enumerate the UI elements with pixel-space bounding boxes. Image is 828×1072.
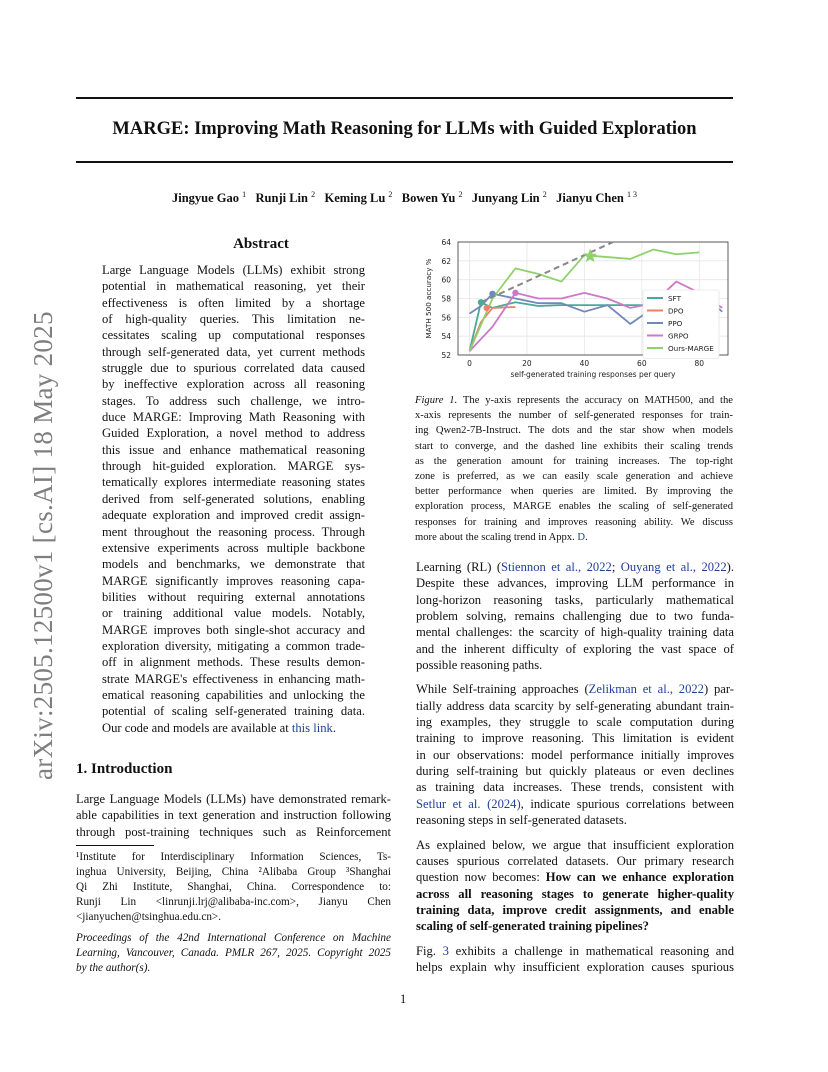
author: Bowen Yu $^2$ — [401, 190, 463, 206]
text-line: Despite these advances, improving LLM performance in — [416, 576, 734, 591]
y-tick-label: 62 — [441, 256, 451, 266]
text-fragment: better performance when queries are limited. By improving the — [415, 486, 733, 498]
text-line: as training data increases. These trends, consistent with — [416, 780, 734, 795]
text-line: Qi Zhi Institute, Shanghai, China. Correspondence to: — [76, 881, 391, 893]
text-line: ing examples, they struggle to scale computation during — [416, 715, 734, 730]
caption-line — [415, 393, 733, 408]
author: Jianyu Chen $^{1 3}$ — [556, 190, 637, 206]
text-line: this issue and enhance mathematical reasoning — [102, 442, 365, 457]
convergence-dot-sft — [478, 299, 484, 305]
legend-label: Ours-MARGE — [668, 343, 714, 353]
introduction-text — [76, 791, 391, 840]
code-link[interactable]: this link — [291, 720, 333, 735]
text-line: of high-quality queries. This limitation ne- — [102, 312, 365, 327]
research-question: scaling of self-generated training pipelines? — [416, 919, 649, 934]
text-fragment: zone is preferred, as we can easily scale generation and achieve — [415, 471, 733, 483]
section-heading-introduction: 1. Introduction — [76, 761, 173, 777]
caption-line — [415, 530, 733, 545]
paragraph-gap — [416, 673, 734, 681]
caption-line — [415, 469, 733, 484]
text-fragment: , indicate spurious correlations between — [520, 796, 735, 811]
text-line: MARGE significantly improves reasoning capa- — [102, 573, 365, 588]
author-list — [76, 190, 733, 206]
text-line: and the inherent difficulty of exploring the vast space of — [416, 641, 734, 656]
research-question: training data, improve credit assignments, and enable — [416, 902, 734, 917]
caption-line — [415, 515, 733, 530]
text-line: MARGE improves both single-shot accuracy and — [102, 622, 365, 637]
y-tick-label: 58 — [441, 294, 451, 304]
text-fragment: as the generation amount for training increases. The top-right — [415, 455, 733, 467]
text-line: Large Language Models (LLMs) exhibit strong — [102, 263, 365, 277]
text-line: potential in mathematical reasoning, yet their — [102, 279, 365, 294]
text-line — [416, 796, 734, 812]
text-line: tially address data scarcity by self-generating abundant train- — [416, 698, 734, 713]
text-line: tematically explores intermediate reasoning states — [102, 475, 365, 490]
text-fragment: As explained below, we argue that insufficient exploration — [416, 837, 734, 852]
text-fragment: exhibits a challenge in mathematical reasoning and — [448, 943, 734, 958]
text-fragment: more about the scaling trend in Appx. — [415, 531, 575, 543]
caption-line — [415, 408, 733, 423]
y-tick-label: 56 — [441, 313, 451, 323]
text-line: Runji Lin <linrunji.lrj@alibaba-inc.com>, Jianyu Chen — [76, 896, 391, 908]
text-line: bilities without requiring external annotations — [102, 589, 365, 604]
text-line: through post-training techniques such as Reinforcement — [76, 824, 391, 839]
text-fragment: ) par- — [703, 682, 734, 697]
x-axis-label: self-generated training responses per query — [510, 370, 676, 379]
text-line: problem solving, remains challenging due to two funda- — [416, 609, 734, 624]
text-fragment: x-axis represents the number of self-generated responses for train- — [415, 410, 733, 422]
author: Runji Lin $^2$ — [255, 190, 316, 206]
proceedings-note — [76, 931, 391, 976]
text-line: duce MARGE: Improving Math Reasoning with — [102, 410, 365, 425]
text-line: stages. To address such challenge, we intro- — [102, 393, 365, 408]
text-line: possible reasoning paths. — [416, 658, 543, 673]
text-line: ematical reasoning capabilities and unlocking the — [102, 687, 365, 702]
appendix-link[interactable]: D — [577, 531, 586, 543]
text-line: potential of scaling self-generated training data. — [102, 704, 365, 719]
text-line — [416, 681, 734, 697]
text-fragment: causes spurious correlated datasets. Our primary research — [416, 853, 734, 868]
arxiv-side-stamp: arXiv:2505.12500v1 [cs.AI] 18 May 2025 — [28, 311, 58, 780]
x-tick-label: 60 — [637, 359, 647, 368]
citation-link[interactable]: Stiennon et al., 2022 — [501, 560, 612, 574]
abstract-body — [102, 262, 365, 736]
text-line: able capabilities in text generation and instruction following — [76, 808, 391, 823]
author: Keming Lu $^2$ — [324, 190, 393, 206]
text-line: through hit-guided exploration. MARGE sys- — [102, 459, 365, 474]
convergence-dot-grpo — [512, 290, 518, 296]
legend-label: PPO — [668, 318, 683, 328]
text-line: through self-generated data, yet current methods — [102, 344, 365, 359]
text-line: or training additional value models. Notably, — [102, 606, 365, 621]
right-column-text — [416, 559, 734, 975]
text-line — [416, 559, 734, 575]
text-fragment: Learning (RL) ( — [416, 560, 502, 574]
text-line — [416, 869, 734, 885]
convergence-dot-ppo — [489, 291, 495, 297]
text-fragment: While Self-training approaches ( — [416, 682, 589, 697]
text-line: effectiveness is often limited by a shortage — [102, 295, 365, 310]
text-fragment: ). — [726, 560, 734, 574]
figure-1-caption — [415, 393, 733, 545]
author: Jingyue Gao $^1$ — [172, 190, 247, 206]
scaling-trend-line — [481, 242, 613, 302]
figure-label: Figure 1. — [415, 395, 458, 406]
caption-line — [415, 454, 733, 469]
text-line — [416, 837, 734, 853]
text-line: cessitates scaling up computational responses — [102, 328, 365, 343]
text-line: Guided Exploration, a novel method to address — [102, 426, 365, 441]
text-line: reasoning steps in self-generated datasets. — [416, 813, 627, 828]
text-line: by ineffective exploration across all reasoning — [102, 377, 365, 392]
caption-line — [415, 499, 733, 514]
author: Junyang Lin $^2$ — [471, 190, 547, 206]
x-tick-label: 20 — [522, 359, 532, 368]
text-fragment: exploration process, MARGE enables the scaling of self-generated — [415, 501, 733, 513]
legend-label: DPO — [668, 306, 684, 316]
page-number: 1 — [400, 992, 407, 1006]
text-line: Proceedings of the 42nd International Conference on Machine — [76, 932, 391, 944]
paragraph-gap — [416, 935, 734, 943]
figure-ref-link[interactable]: 3 — [442, 943, 449, 958]
text-line: Our code and models are available at this link. — [102, 720, 336, 735]
y-tick-label: 64 — [441, 238, 451, 247]
x-tick-label: 0 — [467, 359, 472, 368]
footnote-rule — [76, 845, 154, 846]
research-question: How can we enhance exploration — [545, 870, 734, 885]
text-line: struggle due to spurious correlated data caused — [102, 361, 365, 376]
text-line — [416, 943, 734, 959]
citation-link[interactable]: Zelikman et al., 2022 — [588, 682, 704, 697]
x-tick-label: 40 — [579, 359, 590, 368]
citation-link[interactable]: Setlur et al. (2024) — [416, 796, 521, 811]
text-line: strate MARGE's effectiveness in enhancing math- — [102, 671, 365, 686]
text-line: mental challenges: the scarcity of high-quality training data — [416, 625, 734, 640]
text-fragment: Fig. — [416, 943, 436, 958]
text-line: ¹Institute for Interdisciplinary Information Sciences, Ts- — [76, 851, 391, 863]
text-line: <jianyuchen@tsinghua.edu.cn>. — [76, 911, 222, 923]
text-fragment: ; — [611, 560, 621, 574]
text-fragment: ing Qwen2-7B-Instruct. The dots and the star show when models — [415, 425, 733, 437]
y-tick-label: 54 — [441, 332, 451, 342]
text-line: Learning, Vancouver, Canada. PMLR 267, 2025. Copyright 2025 — [76, 947, 391, 959]
text-line: helps explain why insufficient exploration causes spurious — [416, 959, 734, 974]
citation-link[interactable]: Ouyang et al., 2022 — [620, 560, 727, 574]
text-line: inghua University, Beijing, China ²Alibaba Group ³Shanghai — [76, 866, 391, 878]
text-line: extensive experiments across multiple backbone — [102, 540, 365, 555]
caption-line — [415, 423, 733, 438]
y-tick-label: 60 — [441, 275, 451, 285]
legend-label: GRPO — [668, 331, 689, 341]
text-line: in our observations: model performance initially improves — [416, 747, 734, 762]
text-line: exploration diversity, mitigating a common trade- — [102, 638, 365, 653]
text-line: long-horizon reasoning tasks, particularly mathematical — [416, 592, 734, 607]
affiliation-footnote — [76, 850, 391, 925]
text-fragment: start to converge, and the dashed line exhibits their scaling trends — [415, 440, 733, 452]
abstract-heading: Abstract — [233, 236, 289, 252]
text-line: derived from self-generated solutions, enabling — [102, 491, 365, 506]
convergence-dot-dpo — [484, 305, 490, 311]
paragraph-gap — [416, 829, 734, 837]
paper-title: MARGE: Improving Math Reasoning for LLMs with Guided Exploration — [112, 119, 697, 139]
caption-line — [415, 484, 733, 499]
text-line: models and benchmarks, we demonstrate that — [102, 557, 365, 572]
y-axis-label: MATH 500 accuracy % — [424, 258, 433, 339]
text-line: during self-training but quickly plateaus or even declines — [416, 764, 734, 779]
text-line — [416, 853, 734, 869]
legend-label: SFT — [668, 293, 681, 303]
top-rule — [76, 97, 733, 99]
text-fragment: . — [332, 720, 336, 735]
text-line: by the author(s). — [76, 962, 151, 974]
text-fragment: responses for training and improves reasoning ability. We discuss — [415, 516, 733, 528]
text-line: ment throughout the reasoning process. Through — [102, 524, 365, 539]
text-fragment: question now becomes: — [416, 870, 540, 885]
caption-line — [415, 439, 733, 454]
text-fragment: . — [585, 531, 588, 543]
title-bottom-rule — [76, 161, 733, 163]
text-fragment: The y-axis represents the accuracy on MATH500, and the — [462, 395, 733, 406]
text-line: Large Language Models (LLMs) have demonstrated remark- — [76, 792, 391, 806]
text-line: off in alignment methods. These results demon- — [102, 655, 365, 670]
x-tick-label: 80 — [694, 359, 705, 368]
accuracy-scaling-chart — [415, 232, 733, 387]
research-question: across all reasoning stages to generate higher-quality — [416, 886, 734, 901]
text-line: training to improve reasoning. This limitation is evident — [416, 731, 734, 746]
text-line: adequate exploration and improved credit assign- — [102, 508, 365, 523]
y-tick-label: 52 — [441, 351, 451, 360]
